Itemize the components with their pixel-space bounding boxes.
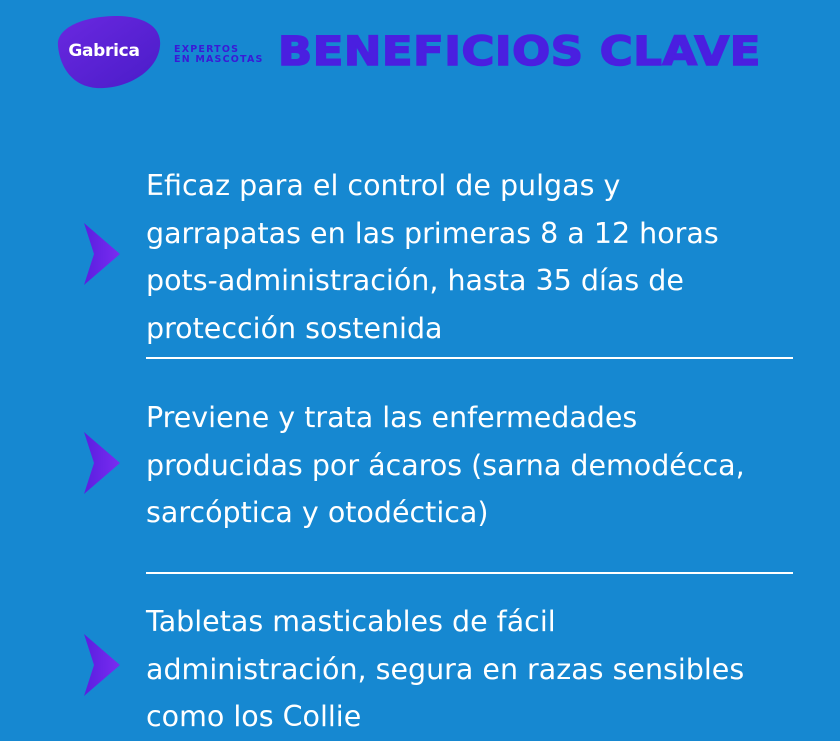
chevron-right-icon bbox=[82, 632, 122, 698]
divider bbox=[146, 572, 793, 574]
logo-wordmark: Gabrica bbox=[68, 41, 140, 61]
divider bbox=[146, 357, 793, 359]
benefit-text: Tabletas masticables de fácil administración, segura en razas sensibles como los Collie bbox=[146, 605, 745, 733]
benefit-text: Previene y trata las enfermedades producidas por ácaros (sarna demodécca, sarcóptica y otodéctica) bbox=[146, 401, 745, 529]
chevron-right-icon bbox=[82, 221, 122, 287]
tagline-line-2: EN MASCOTAS bbox=[174, 54, 264, 65]
chevron-right-icon bbox=[82, 430, 122, 496]
tagline-line-1: EXPERTOS bbox=[174, 44, 240, 55]
page-title: BENEFICIOS CLAVE bbox=[278, 29, 761, 75]
benefit-text: Eficaz para el control de pulgas y garrapatas en las primeras 8 a 12 horas pots-administración, hasta 35 días de protección sostenida bbox=[146, 169, 719, 345]
